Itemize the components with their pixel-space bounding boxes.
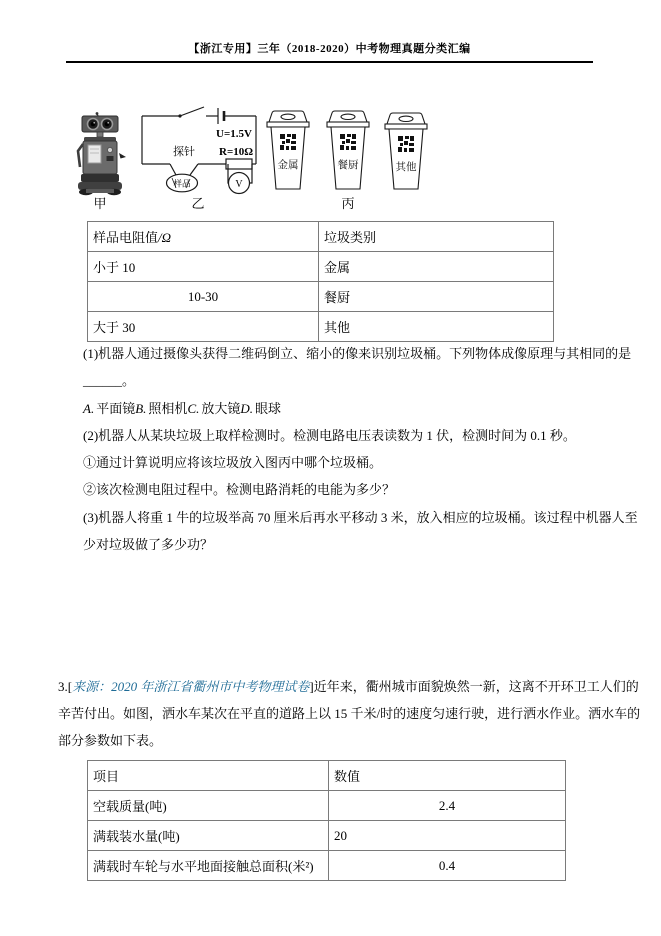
question-number: 3.[ — [58, 679, 73, 694]
table-row — [88, 851, 566, 881]
figure-bins — [262, 110, 434, 212]
question-line: (3)机器人将重 1 牛的垃圾举高 70 厘米后再水平移动 3 米，放入相应的垃圾桶。该过程中机器人至 — [83, 509, 638, 525]
table-row — [88, 791, 566, 821]
figure-label-yi: 乙 — [191, 196, 205, 211]
bins-illustration — [262, 110, 434, 196]
voltage-label: U=1.5V — [216, 128, 252, 140]
cell-category: 其他 — [319, 312, 554, 342]
question-line: 辛苦付出。如图，洒水车某次在平直的道路上以 15 千米/时的速度匀速行驶，进行洒水作业。洒水车的 — [58, 706, 641, 721]
question-subline-1: ①通过计算说明应将该垃圾放入图丙中哪个垃圾桶。 — [83, 455, 383, 471]
resistance-label: R=10Ω — [219, 146, 254, 158]
page-header-title: 【浙江专用】三年（2018-2020）中考物理真题分类汇编 — [188, 43, 471, 55]
figure-label-bing: 丙 — [341, 196, 355, 211]
table-header-row — [88, 222, 554, 252]
option-letter-d: D. — [240, 400, 254, 416]
cell-resistance: 10-30 — [88, 282, 319, 312]
option-text-d: 眼球 — [255, 400, 282, 416]
cell-item: 空载质量(吨) — [88, 791, 329, 821]
option-letter-a: A. — [83, 400, 95, 416]
cell-resistance: 大于 30 — [88, 312, 319, 342]
table-row — [88, 821, 566, 851]
question-line: (1)机器人通过摄像头获得二维码倒立、缩小的像来识别垃圾桶。下列物体成像原理与其相同的是 — [83, 346, 632, 361]
trash-bin-kitchen — [327, 111, 369, 189]
bin-label-other: 其他 — [395, 162, 417, 173]
figure-circuit — [132, 104, 264, 212]
cell-category: 餐厨 — [319, 282, 554, 312]
option-text-c: 放大镜 — [201, 400, 241, 416]
option-text-b: 照相机 — [148, 400, 188, 416]
robot-illustration — [74, 110, 126, 196]
sample-label: 样品 — [173, 178, 191, 189]
question-line — [58, 673, 640, 700]
probe-label: 探针 — [173, 146, 195, 158]
resistance-category-table — [87, 221, 554, 342]
header-cell-category: 垃圾类别 — [319, 222, 554, 252]
probe-wire — [170, 164, 176, 175]
cursor-arrow-icon — [119, 153, 126, 159]
figure-group — [74, 104, 434, 212]
cell-resistance: 小于 10 — [88, 252, 319, 282]
header-cell-value: 数值 — [329, 761, 566, 791]
voltmeter-letter: V — [235, 179, 243, 190]
cell-value: 0.4 — [329, 851, 566, 881]
trash-bin-metal — [267, 111, 309, 189]
probe-wire — [190, 164, 198, 175]
resistor-icon — [226, 159, 252, 169]
cell-item: 满载装水量(吨) — [88, 821, 329, 851]
figure-robot — [74, 110, 126, 212]
question-line: 部分参数如下表。 — [58, 733, 163, 748]
table-row — [88, 252, 554, 282]
bracket-close: ] — [309, 679, 314, 694]
qr-code-icon — [340, 134, 356, 150]
bin-label-kitchen: 餐厨 — [337, 160, 359, 171]
header-cell-item: 项目 — [88, 761, 329, 791]
option-letter-b: B. — [135, 400, 147, 416]
cell-item: 满载时车轮与水平地面接触总面积(米²) — [88, 851, 329, 881]
table-row — [88, 312, 554, 342]
cell-category: 金属 — [319, 252, 554, 282]
question-text: 近年来，衢州城市面貌焕然一新，这离不开环卫工人们的 — [313, 679, 639, 694]
cell-value: 2.4 — [329, 791, 566, 821]
question-subline-2: ②该次检测电阻过程中。检测电路消耗的电能为多少？ — [83, 482, 396, 498]
source-citation: 来源：2020 年浙江省衢州市中考物理试卷 — [72, 679, 310, 694]
qr-code-icon — [280, 134, 296, 150]
cell-value: 20 — [329, 821, 566, 851]
figure-label-jia: 甲 — [93, 196, 107, 211]
option-text-a: 平面镜 — [96, 400, 136, 416]
table-row — [88, 282, 554, 312]
switch-icon — [180, 107, 204, 116]
question-line: 少对垃圾做了多少功？ — [83, 537, 214, 553]
qr-code-icon — [398, 136, 414, 152]
option-letter-c: C. — [187, 400, 200, 416]
header-divider — [66, 61, 593, 63]
question-2-block — [83, 340, 638, 558]
header-cell-resistance: 样品电阻值/Ω — [88, 222, 319, 252]
trash-bin-other — [385, 113, 427, 189]
circuit-diagram — [132, 104, 264, 196]
options-line — [83, 395, 638, 422]
bin-label-metal: 金属 — [277, 160, 299, 171]
answer-blank: ______。 — [83, 373, 136, 389]
truck-parameters-table — [87, 760, 566, 881]
question-line: (2)机器人从某块垃圾上取样检测时。检测电路电压表读数为 1 伏，检测时间为 0.1 秒。 — [83, 427, 576, 443]
question-3-block — [58, 673, 640, 754]
table-header-row — [88, 761, 566, 791]
